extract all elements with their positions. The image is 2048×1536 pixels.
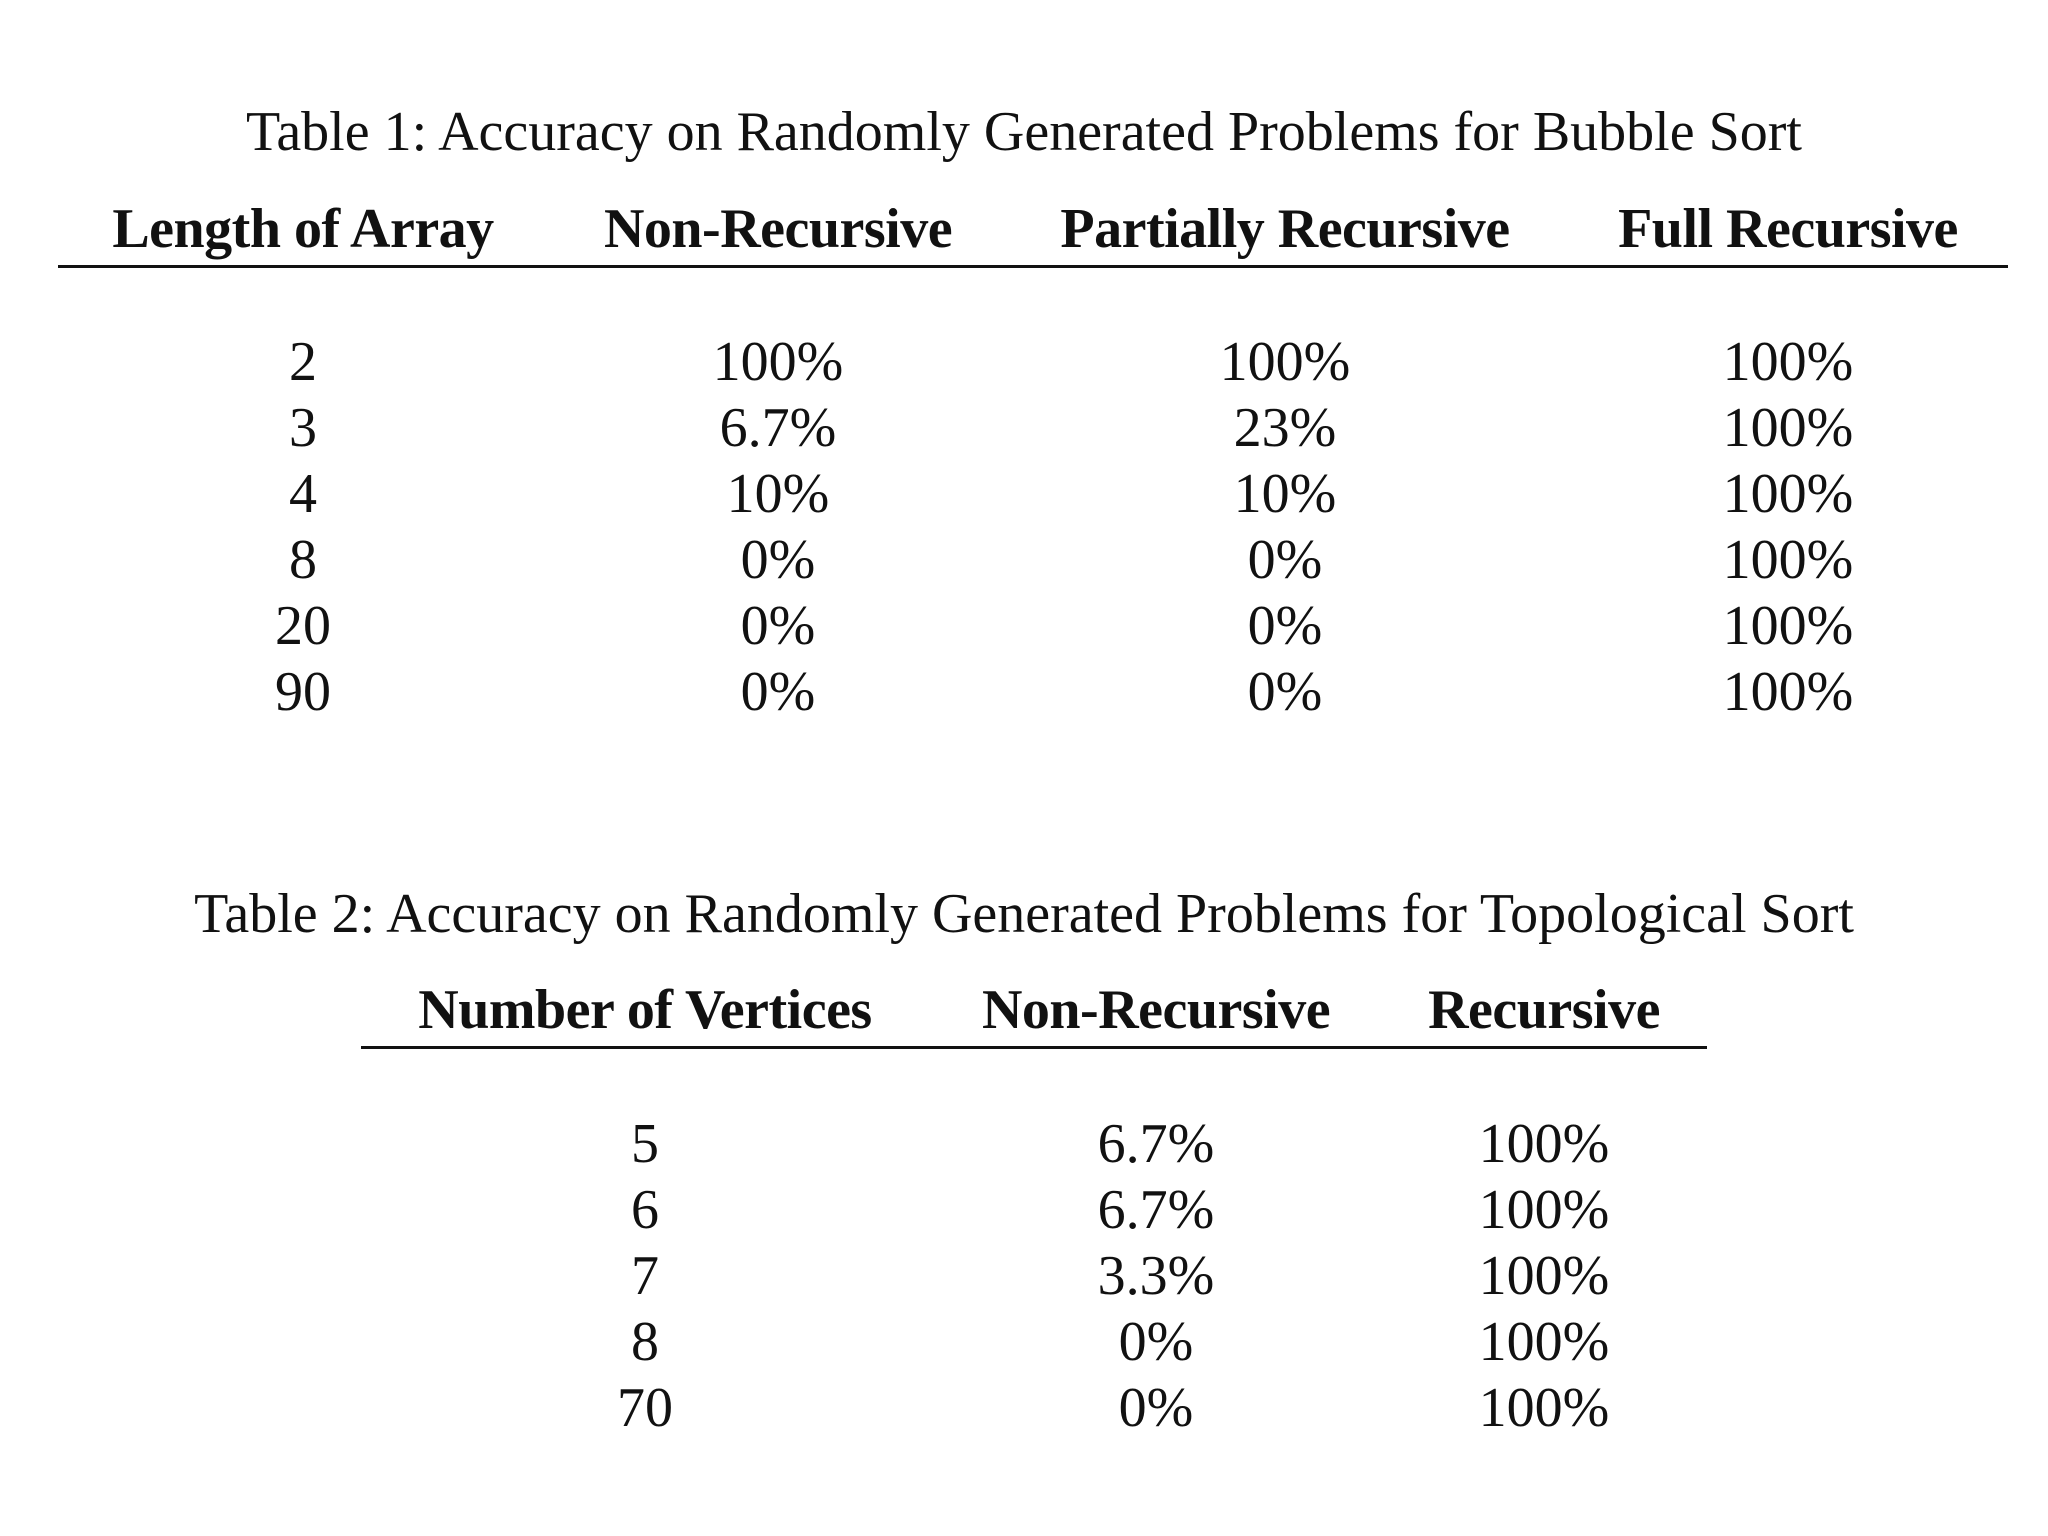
table-cell: 2 [289,331,317,393]
table-cell: 8 [631,1311,659,1373]
table-cell: 100% [1219,331,1351,393]
table-1-header-length-of-array: Length of Array [112,198,494,260]
table-cell: 10% [726,463,830,525]
table-cell: 10% [1233,463,1337,525]
table-row [58,461,2008,527]
table-cell: 6.7% [719,397,837,459]
table-cell: 4 [289,463,317,525]
table-cell: 0% [1247,529,1323,591]
table-row [361,1375,1707,1441]
table-cell: 100% [1478,1245,1610,1307]
table-row [361,1243,1707,1309]
table-2-header-number-of-vertices: Number of Vertices [418,979,872,1041]
table-1-header-partially-recursive: Partially Recursive [1060,198,1510,260]
table-cell: 0% [740,529,816,591]
table-cell: 0% [1118,1311,1194,1373]
table-cell: 0% [740,661,816,723]
table-row [58,527,2008,593]
table-row [361,1309,1707,1375]
table-row [58,659,2008,725]
table-cell: 20 [275,595,331,657]
table-cell: 6 [631,1179,659,1241]
table-cell: 0% [740,595,816,657]
table-cell: 100% [1478,1113,1610,1175]
table-cell: 100% [1722,661,1854,723]
table-1-header-row [58,193,2008,268]
table-cell: 90 [275,661,331,723]
table-cell: 100% [1722,529,1854,591]
table-cell: 0% [1247,595,1323,657]
table-cell: 100% [1478,1311,1610,1373]
table-row [58,593,2008,659]
table-2-header-non-recursive: Non-Recursive [981,979,1331,1041]
table-cell: 0% [1118,1377,1194,1439]
table-cell: 7 [631,1245,659,1307]
table-2-header-recursive: Recursive [1428,979,1660,1041]
table-cell: 6.7% [1097,1113,1215,1175]
table-cell: 100% [1722,463,1854,525]
table-cell: 23% [1233,397,1337,459]
table-2 [361,974,1707,1449]
table-cell: 70 [617,1377,673,1439]
table-cell: 100% [1478,1377,1610,1439]
table-cell: 8 [289,529,317,591]
table-cell: 100% [1722,331,1854,393]
table-row [58,395,2008,461]
table-2-header-row [361,974,1707,1049]
table-row [361,1177,1707,1243]
table-cell: 5 [631,1113,659,1175]
table-cell: 100% [1722,397,1854,459]
table-row [361,1111,1707,1177]
table-1-caption: Table 1: Accuracy on Randomly Generated Problems for Bubble Sort [246,101,1802,163]
table-cell: 100% [712,331,844,393]
table-2-caption: Table 2: Accuracy on Randomly Generated Problems for Topological Sort [194,883,1854,945]
table-cell: 3 [289,397,317,459]
table-1-header-full-recursive: Full Recursive [1618,198,1958,260]
table-1 [58,193,2008,733]
table-cell: 100% [1478,1179,1610,1241]
table-cell: 100% [1722,595,1854,657]
table-cell: 6.7% [1097,1179,1215,1241]
table-cell: 3.3% [1097,1245,1215,1307]
table-row [58,329,2008,395]
table-cell: 0% [1247,661,1323,723]
table-1-header-non-recursive: Non-Recursive [603,198,953,260]
